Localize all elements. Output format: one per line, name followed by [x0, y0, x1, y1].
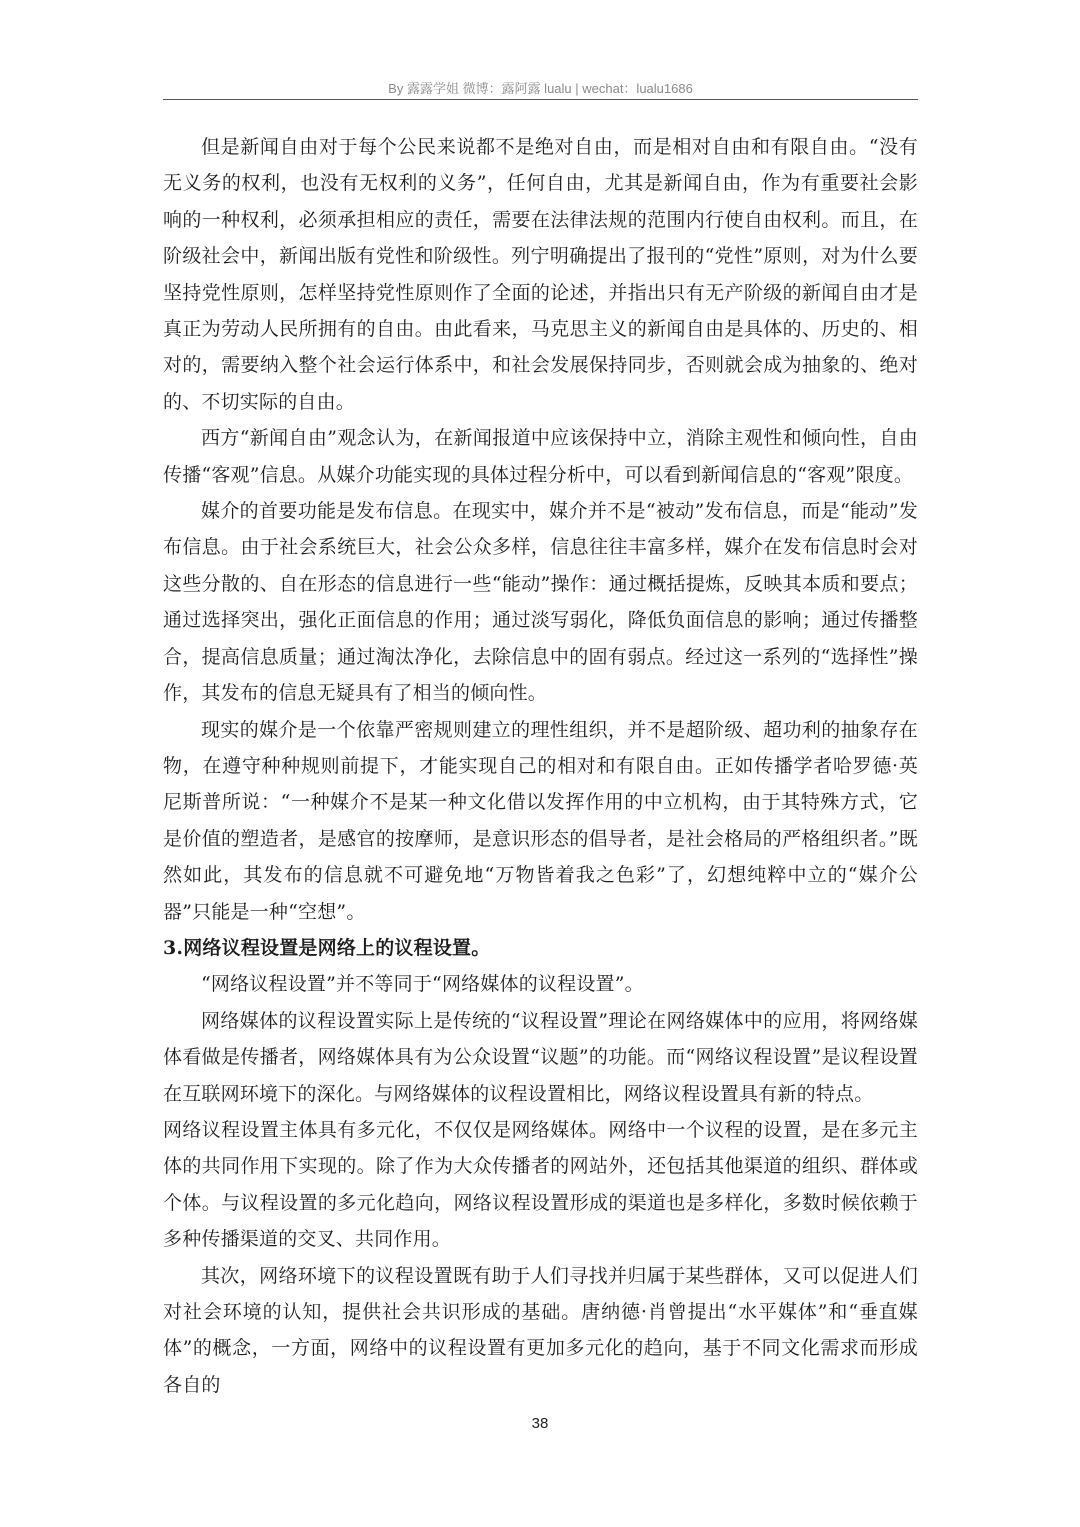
paragraph-6: 网络媒体的议程设置实际上是传统的“议程设置”理论在网络媒体中的应用，将网络媒体看做是传播者，网络媒体具有为公众设置“议题”的功能。而“网络议程设置”是议程设置在互联网环境下的深化。与网络媒体的议程设置相比，网络议程设置具有新的特点。	[163, 1009, 918, 1105]
page-header: By 露露学姐 微博：露阿露 lualu | wechat：lualu1686	[388, 81, 693, 96]
paragraph-8: 其次，网络环境下的议程设置既有助于人们寻找并归属于某些群体，又可以促进人们对社会环境的认知，提供社会共识形成的基础。唐纳德·肖曾提出“水平媒体”和“垂直媒体”的概念，一方面，网络中的议程设置有更加多元化的趋向，基于不同文化需求而形成各自的	[163, 1264, 918, 1396]
paragraph-1: 但是新闻自由对于每个公民来说都不是绝对自由，而是相对自由和有限自由。“没有无义务的权利，也没有无权利的义务”，任何自由，尤其是新闻自由，作为有重要社会影响的一种权利，必须承担相应的责任，需要在法律法规的范围内行使自由权利。而且，在阶级社会中，新闻出版有党性和阶级性。列宁明确提出了报刊的“党性”原则，对为什么要坚持党性原则，怎样坚持党性原则作了全面的论述，并指出只有无产阶级的新闻自由才是真正为劳动人民所拥有的自由。由此看来，马克思主义的新闻自由是具体的、历史的、相对的，需要纳入整个社会运行体系中，和社会发展保持同步，否则就会成为抽象的、绝对的、不切实际的自由。	[163, 136, 918, 413]
paragraph-4: 现实的媒介是一个依靠严密规则建立的理性组织，并不是超阶级、超功利的抽象存在物，在遵守种种规则前提下，才能实现自己的相对和有限自由。正如传播学者哈罗德·英尼斯普所说：“一种媒介不是某一种文化借以发挥作用的中立机构，由于其特殊方式，它是价值的塑造者，是感官的按摩师，是意识形态的倡导者，是社会格局的严格组织者。”既然如此，其发布的信息就不可避免地“万物皆着我之色彩”了，幻想纯粹中立的“媒介公器”只能是一种“空想”。	[163, 718, 918, 923]
header-divider	[163, 99, 918, 100]
paragraph-3: 媒介的首要功能是发布信息。在现实中，媒介并不是“被动”发布信息，而是“能动”发布信息。由于社会系统巨大，社会公众多样，信息往往丰富多样，媒介在发布信息时会对这些分散的、自在形态的信息进行一些“能动”操作：通过概括提炼，反映其本质和要点；通过选择突出，强化正面信息的作用；通过淡写弱化，降低负面信息的影响；通过传播整合，提高信息质量；通过淘汰净化，去除信息中的固有弱点。经过这一系列的“选择性”操作，其发布的信息无疑具有了相当的倾向性。	[163, 500, 918, 705]
paragraph-5: “网络议程设置”并不等同于“网络媒体的议程设置”。	[201, 973, 644, 996]
section-heading: 3.网络议程设置是网络上的议程设置。	[163, 936, 491, 959]
paragraph-7: 网络议程设置主体具有多元化，不仅仅是网络媒体。网络中一个议程的设置，是在多元主体的共同作用下实现的。除了作为大众传播者的网站外，还包括其他渠道的组织、群体或个体。与议程设置的多元化趋向，网络议程设置形成的渠道也是多样化，多数时候依赖于多种传播渠道的交叉、共同作用。	[163, 1118, 918, 1251]
document-body	[163, 129, 918, 1403]
page-number: 38	[531, 1415, 549, 1432]
paragraph-2: 西方“新闻自由”观念认为，在新闻报道中应该保持中立，消除主观性和倾向性，自由传播“客观”信息。从媒介功能实现的具体过程分析中，可以看到新闻信息的“客观”限度。	[163, 427, 918, 486]
